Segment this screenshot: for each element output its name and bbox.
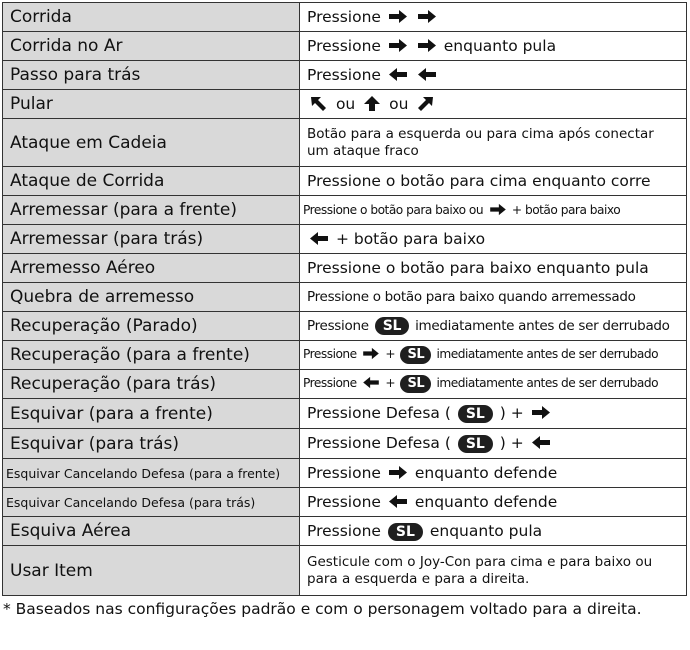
description-text: Pressione bbox=[307, 66, 381, 84]
table-row bbox=[3, 90, 687, 119]
table-row bbox=[3, 488, 687, 517]
control-description-cell bbox=[300, 119, 687, 167]
table-row bbox=[3, 196, 687, 225]
description-text: Pressione bbox=[303, 376, 357, 390]
footnote: * Baseados nas configurações padrão e com o personagem voltado para a direita. bbox=[3, 600, 642, 618]
arrow-right-icon bbox=[531, 405, 551, 420]
control-description-cell bbox=[300, 3, 687, 32]
arrow-left-icon bbox=[417, 67, 437, 82]
action-name-cell: Arremessar (para a frente) bbox=[3, 196, 300, 225]
table-row bbox=[3, 254, 687, 283]
description-text: Pressione bbox=[303, 347, 357, 361]
description-text: Pressione bbox=[307, 464, 381, 482]
table-row bbox=[3, 283, 687, 312]
description-text: Pressione bbox=[307, 493, 381, 511]
arrow-left-icon bbox=[531, 435, 551, 450]
arrow-right-icon bbox=[417, 38, 437, 53]
description-text: Pressione bbox=[307, 37, 381, 55]
arrow-left-icon bbox=[388, 494, 408, 509]
arrow-left-icon bbox=[388, 67, 408, 82]
table-row bbox=[3, 459, 687, 488]
control-description-cell bbox=[300, 370, 687, 399]
description-text: Gesticule com o Joy-Con para cima e para baixo ou para a esquerda e para a direita. bbox=[307, 553, 653, 587]
description-text: enquanto pula bbox=[429, 521, 543, 540]
description-text: Pressione o botão para baixo enquanto pula bbox=[307, 259, 649, 277]
arrow-up-icon bbox=[362, 96, 382, 111]
description-text: ) + bbox=[499, 434, 524, 452]
action-name-cell: Ataque de Corrida bbox=[3, 167, 300, 196]
action-name-cell: Pular bbox=[3, 90, 300, 119]
description-text: imediatamente antes de ser derrubado bbox=[415, 318, 670, 334]
arrow-up-left-icon bbox=[309, 96, 329, 111]
table-row bbox=[3, 517, 687, 546]
description-text: Pressione o botão para baixo ou bbox=[303, 203, 484, 217]
control-description-cell bbox=[300, 90, 687, 119]
description-text: + botão para baixo bbox=[335, 230, 486, 248]
table-row bbox=[3, 429, 687, 459]
table-row bbox=[3, 167, 687, 196]
controls-table bbox=[2, 2, 687, 596]
action-name-cell: Esquivar Cancelando Defesa (para a frente) bbox=[3, 459, 300, 488]
arrow-right-icon bbox=[388, 38, 408, 53]
sl-button-badge: SL bbox=[375, 317, 409, 335]
action-name-cell: Esquivar (para trás) bbox=[3, 429, 300, 459]
description-text: Pressione Defesa ( bbox=[307, 404, 451, 422]
table-row bbox=[3, 225, 687, 254]
action-name-cell: Esquivar (para a frente) bbox=[3, 399, 300, 429]
table-row bbox=[3, 399, 687, 429]
control-description-cell bbox=[300, 61, 687, 90]
arrow-right-icon bbox=[489, 203, 507, 216]
description-text: ) + bbox=[499, 404, 524, 422]
action-name-cell: Esquivar Cancelando Defesa (para trás) bbox=[3, 488, 300, 517]
description-text: Pressione Defesa ( bbox=[307, 434, 451, 452]
description-text: + bbox=[385, 376, 396, 390]
description-text: + botão para baixo bbox=[511, 203, 621, 217]
control-description-cell bbox=[300, 517, 687, 546]
control-description-cell bbox=[300, 459, 687, 488]
description-text: imediatamente antes de ser derrubado bbox=[436, 376, 659, 390]
control-description-cell bbox=[300, 225, 687, 254]
table-row bbox=[3, 546, 687, 596]
sl-button-badge: SL bbox=[400, 346, 431, 364]
action-name-cell: Passo para trás bbox=[3, 61, 300, 90]
action-name-cell: Recuperação (para trás) bbox=[3, 370, 300, 399]
description-text: Pressione o botão para cima enquanto corre bbox=[307, 172, 651, 190]
control-description-cell bbox=[300, 312, 687, 341]
table-row bbox=[3, 312, 687, 341]
arrow-right-icon bbox=[388, 465, 408, 480]
control-description-cell bbox=[300, 429, 687, 459]
arrow-right-icon bbox=[362, 347, 380, 360]
arrow-left-icon bbox=[309, 231, 329, 246]
description-text: Pressione bbox=[307, 521, 381, 540]
description-text: enquanto pula bbox=[443, 37, 557, 55]
control-description-cell bbox=[300, 32, 687, 61]
table-row bbox=[3, 119, 687, 167]
control-description-cell bbox=[300, 546, 687, 596]
description-text: + bbox=[385, 347, 396, 361]
action-name-cell: Recuperação (para a frente) bbox=[3, 341, 300, 370]
sl-button-badge: SL bbox=[388, 523, 423, 541]
description-text: Pressione bbox=[307, 8, 381, 26]
arrow-left-icon bbox=[362, 376, 380, 389]
control-description-cell bbox=[300, 488, 687, 517]
description-text: Botão para a esquerda ou para cima após conectar um ataque fraco bbox=[307, 125, 654, 159]
description-text: imediatamente antes de ser derrubado bbox=[436, 347, 659, 361]
table-row bbox=[3, 61, 687, 90]
table-row bbox=[3, 32, 687, 61]
control-description-cell bbox=[300, 254, 687, 283]
control-description-cell bbox=[300, 341, 687, 370]
description-text: Pressione bbox=[307, 318, 369, 334]
arrow-right-icon bbox=[388, 9, 408, 24]
table-row bbox=[3, 370, 687, 399]
action-name-cell: Arremessar (para trás) bbox=[3, 225, 300, 254]
control-description-cell bbox=[300, 196, 687, 225]
description-text: enquanto defende bbox=[414, 493, 558, 511]
action-name-cell: Ataque em Cadeia bbox=[3, 119, 300, 167]
description-text: ou bbox=[389, 95, 409, 113]
description-text: enquanto defende bbox=[414, 464, 558, 482]
sl-button-badge: SL bbox=[458, 435, 493, 453]
action-name-cell: Usar Item bbox=[3, 546, 300, 596]
sl-button-badge: SL bbox=[400, 375, 431, 393]
table-row bbox=[3, 3, 687, 32]
action-name-cell: Corrida bbox=[3, 3, 300, 32]
controls-table-body bbox=[3, 3, 687, 596]
description-text: Pressione o botão para baixo quando arremessado bbox=[307, 289, 636, 305]
action-name-cell: Arremesso Aéreo bbox=[3, 254, 300, 283]
description-text: ou bbox=[335, 95, 356, 113]
sl-button-badge: SL bbox=[458, 405, 493, 423]
control-description-cell bbox=[300, 167, 687, 196]
arrow-right-icon bbox=[417, 9, 437, 24]
control-description-cell bbox=[300, 399, 687, 429]
control-description-cell bbox=[300, 283, 687, 312]
action-name-cell: Recuperação (Parado) bbox=[3, 312, 300, 341]
action-name-cell: Esquiva Aérea bbox=[3, 517, 300, 546]
action-name-cell: Corrida no Ar bbox=[3, 32, 300, 61]
action-name-cell: Quebra de arremesso bbox=[3, 283, 300, 312]
arrow-up-right-icon bbox=[415, 96, 435, 111]
table-row bbox=[3, 341, 687, 370]
